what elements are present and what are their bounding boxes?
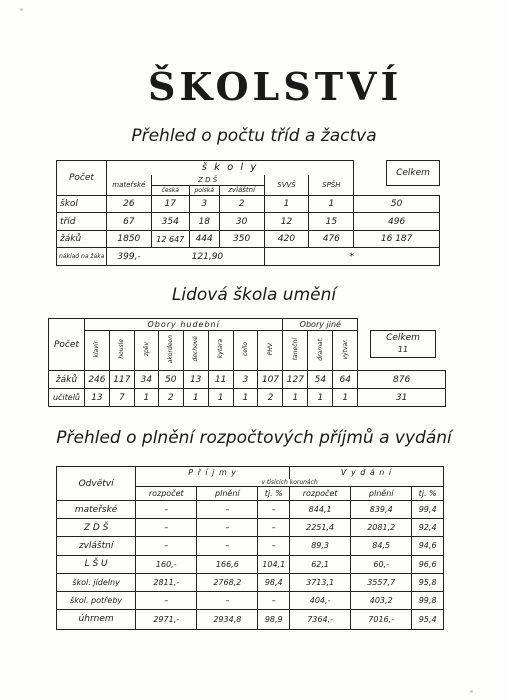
celkem-sub: 11 <box>397 345 409 354</box>
col-header-tanecni: taneční <box>283 331 308 371</box>
celkem-label: Celkem <box>386 333 420 343</box>
page-title: ŠKOLSTVÍ <box>148 64 403 109</box>
table-cell: 166,6 <box>197 555 258 573</box>
table-cell: 404,- <box>290 591 351 609</box>
table-cell: 444 <box>189 230 219 248</box>
table-cell: 2 <box>158 389 183 407</box>
table-cell: 7364,- <box>290 609 351 629</box>
table-cell: 1 <box>264 195 309 213</box>
table-cell-total: 496 <box>354 213 440 231</box>
col-header-procent: tj. % <box>258 487 290 501</box>
table-cell: – <box>136 591 197 609</box>
table-cell: 95,4 <box>412 609 444 629</box>
table-cell: 476 <box>309 230 354 248</box>
table-cell: 117 <box>109 371 134 389</box>
table2-heading: Lidová škola umění <box>171 285 337 305</box>
row-label: Z D Š <box>57 519 136 537</box>
table-cell: 350 <box>219 230 264 248</box>
classes-pupils-table <box>56 160 440 266</box>
col-header-materske: mateřské <box>106 175 151 196</box>
col-header-spsh: SPŠH <box>309 175 354 196</box>
table-cell: 1 <box>309 195 354 213</box>
table-cell-total: 31 <box>358 389 446 407</box>
table-cell: 1 <box>208 389 233 407</box>
group-header-prijmy: P ř í j m y <box>136 467 290 479</box>
table-cell: 54 <box>308 371 333 389</box>
col-header-cello: cello <box>233 331 258 371</box>
table-cell: 2 <box>258 389 283 407</box>
table-cell: 95,8 <box>412 573 444 591</box>
table-cell: 420 <box>264 230 309 248</box>
table-cell: 399,- <box>106 248 151 266</box>
table-cell: 64 <box>333 371 358 389</box>
col-header-plneni: plnění <box>351 487 412 501</box>
table-cell: 7 <box>109 389 134 407</box>
row-label: škol <box>57 195 107 213</box>
row-label: mateřské <box>57 501 136 519</box>
col-header-pocet: Počet <box>57 161 107 196</box>
table-cell: 13 <box>183 371 208 389</box>
table-cell-total: 50 <box>354 195 440 213</box>
table1-heading: Přehled o počtu tříd a žactva <box>131 126 377 146</box>
table-cell: 98,9 <box>258 609 290 629</box>
table-cell: 1 <box>283 389 308 407</box>
table-cell: 30 <box>219 213 264 231</box>
row-label: L Š U <box>57 555 136 573</box>
group-header-vydani: V y d á n í <box>290 467 444 479</box>
table-cell: 2811,- <box>136 573 197 591</box>
table-cell: 2934,8 <box>197 609 258 629</box>
table-cell: 127 <box>283 371 308 389</box>
col-header-svvs: SVVŠ <box>264 175 309 196</box>
table-cell: 107 <box>258 371 283 389</box>
table-cell: – <box>136 519 197 537</box>
table-cell: – <box>136 501 197 519</box>
table-cell: 60,- <box>351 555 412 573</box>
table-cell: – <box>197 591 258 609</box>
table-cell: 99,8 <box>412 591 444 609</box>
table-cell-total: 876 <box>358 371 446 389</box>
table-cell: – <box>258 591 290 609</box>
table-cell: – <box>258 519 290 537</box>
table-cell: 839,4 <box>351 501 412 519</box>
row-label: žáků <box>49 371 85 389</box>
row-label-cost: náklad na žáka <box>57 248 107 266</box>
units-note: v tisících korunách <box>136 479 444 487</box>
table-cell: 50 <box>158 371 183 389</box>
table-cell: 84,5 <box>351 537 412 555</box>
col-header-zvlastni: zvláštní <box>219 185 264 195</box>
col-header-pocet: Počet <box>49 319 85 371</box>
table-cell: 92,4 <box>412 519 444 537</box>
col-header-ceska: česká <box>151 185 189 195</box>
table-cell: 96,6 <box>412 555 444 573</box>
table-cell: 104,1 <box>258 555 290 573</box>
table-cell: 67 <box>106 213 151 231</box>
table-cell: 2768,2 <box>197 573 258 591</box>
row-label-total: úhrnem <box>57 609 136 629</box>
table-cell: 7016,- <box>351 609 412 629</box>
group-header-hudebni: Obory hudební <box>84 319 282 331</box>
table-cell: 34 <box>134 371 158 389</box>
table-cell: 2081,2 <box>351 519 412 537</box>
table-cell: 98,4 <box>258 573 290 591</box>
table-cell: 12 647 <box>151 230 189 248</box>
table-cell: – <box>258 537 290 555</box>
col-header-odvetvi: Odvětví <box>57 467 136 501</box>
col-header-vytvar: výtvar. <box>333 331 358 371</box>
col-header-rozpocet: rozpočet <box>136 487 197 501</box>
table-cell: 3 <box>189 195 219 213</box>
table-cell: 26 <box>106 195 151 213</box>
col-header-klavir: klavír <box>84 331 109 371</box>
table-cell: 160,- <box>136 555 197 573</box>
table-cell: 121,90 <box>151 248 264 266</box>
table-cell: 18 <box>189 213 219 231</box>
group-header-skoly: š k o l y <box>106 161 353 175</box>
scan-speck <box>20 8 23 11</box>
group-header-zds: Z D Š <box>151 175 264 185</box>
table-cell: 3713,1 <box>290 573 351 591</box>
table-cell: 89,3 <box>290 537 351 555</box>
table-cell: 403,2 <box>351 591 412 609</box>
table-cell: 3 <box>233 371 258 389</box>
table3-heading: Přehled o plnění rozpočtových příjmů a vydání <box>56 428 452 448</box>
table-cell: 1 <box>308 389 333 407</box>
table-cell: – <box>197 519 258 537</box>
row-label: škol. jídelny <box>57 573 136 591</box>
table-cell: 13 <box>84 389 109 407</box>
table-cell: 12 <box>264 213 309 231</box>
table-cell: 2251,4 <box>290 519 351 537</box>
table-cell: – <box>197 501 258 519</box>
table-cell: 1 <box>134 389 158 407</box>
col-header-rozpocet: rozpočet <box>290 487 351 501</box>
col-header-kytara: kytara <box>208 331 233 371</box>
table-cell: 1850 <box>106 230 151 248</box>
table-cell: 11 <box>208 371 233 389</box>
table-cell: 2971,- <box>136 609 197 629</box>
table-cell: 99,4 <box>412 501 444 519</box>
col-header-celkem <box>370 330 436 358</box>
table-cell: 844,1 <box>290 501 351 519</box>
table-cell: 1 <box>333 389 358 407</box>
table-cell: 62,1 <box>290 555 351 573</box>
table-cell: 2 <box>219 195 264 213</box>
table-cell: 1 <box>183 389 208 407</box>
table-cell: 1 <box>233 389 258 407</box>
table-cell: 94,6 <box>412 537 444 555</box>
table-cell: 3557,7 <box>351 573 412 591</box>
row-label: zvláštní <box>57 537 136 555</box>
table-cell: 15 <box>309 213 354 231</box>
col-header-zpev: zpěv <box>134 331 158 371</box>
col-header-akordeon: akordeon <box>158 331 183 371</box>
table-cell: 354 <box>151 213 189 231</box>
col-header-dechove: dechové <box>183 331 208 371</box>
col-header-plneni: plnění <box>197 487 258 501</box>
col-header-celkem: Celkem <box>386 160 440 186</box>
col-header-polska: polská <box>189 185 219 195</box>
table-cell-total: 16 187 <box>354 230 440 248</box>
col-header-housle: housle <box>109 331 134 371</box>
row-label: škol. potřeby <box>57 591 136 609</box>
row-label: žáků <box>57 230 107 248</box>
scan-speck <box>470 690 473 693</box>
col-header-phv: PHV <box>258 331 283 371</box>
group-header-jine: Obory jiné <box>283 319 358 331</box>
row-label: učitelů <box>49 389 85 407</box>
table-cell: – <box>197 537 258 555</box>
row-label: tříd <box>57 213 107 231</box>
table-cell: – <box>136 537 197 555</box>
col-header-procent: tj. % <box>412 487 444 501</box>
table-cell: 246 <box>84 371 109 389</box>
table-cell: – <box>258 501 290 519</box>
table-cell: 17 <box>151 195 189 213</box>
table-cell: * <box>264 248 439 266</box>
col-header-dramat: dramat. <box>308 331 333 371</box>
budget-table <box>56 466 444 630</box>
